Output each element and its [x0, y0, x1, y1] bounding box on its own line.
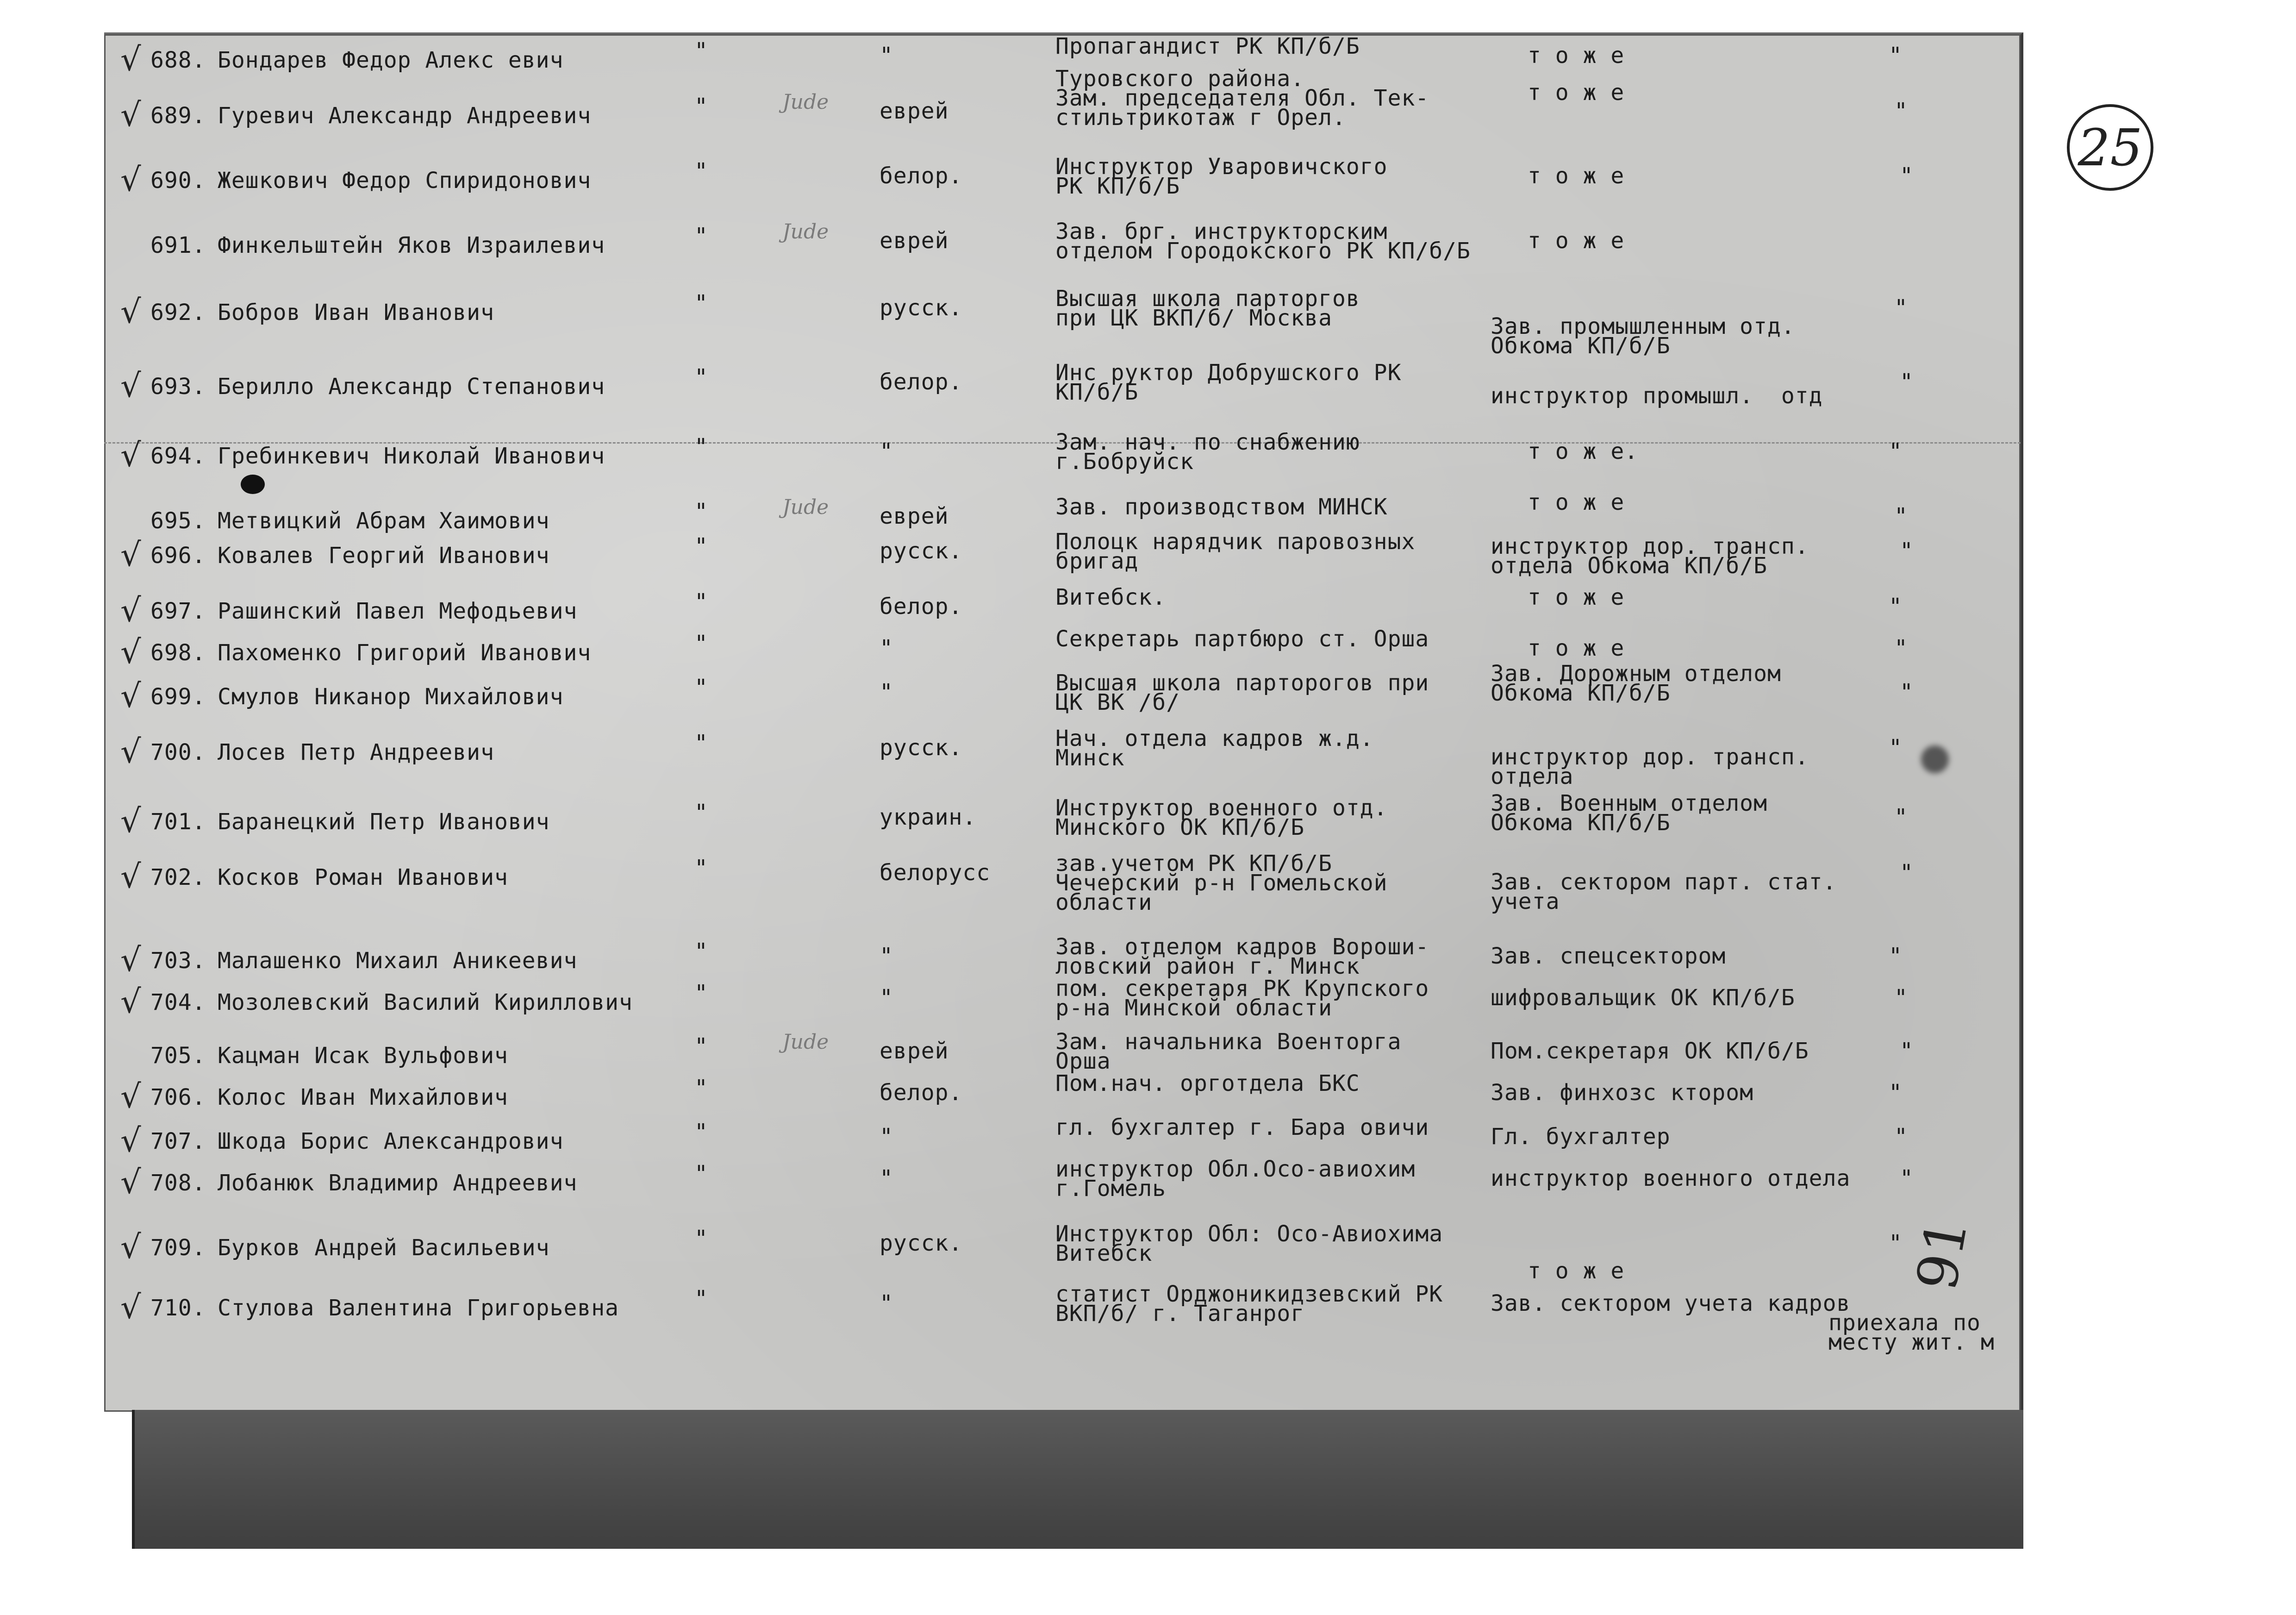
new-position: Зав. спецсектором — [1491, 943, 1726, 969]
previous-position: Инструктор военного отд. — [1055, 795, 1388, 821]
new-position: инструктор промышл. отд — [1491, 383, 1823, 409]
person-name: Кацман Исак Вульфович — [218, 1043, 508, 1069]
check-mark: √ — [120, 858, 141, 895]
nationality: еврей — [880, 1038, 949, 1064]
person-name: Шкода Борис Александрович — [218, 1128, 564, 1154]
new-position: Зав. финхозс ктором — [1491, 1080, 1754, 1106]
new-position: т о ж е — [1528, 584, 1625, 610]
ditto-mark: " — [1900, 860, 1914, 886]
previous-position: Зав. брг. инструкторским — [1055, 219, 1388, 244]
entry-number: 706. — [150, 1084, 206, 1110]
ditto-mark: " — [694, 631, 708, 657]
handwritten-note: Jude — [782, 1030, 829, 1054]
new-position: Обкома КП/б/Б — [1491, 333, 1671, 359]
previous-position: при ЦК ВКП/б/ Москва — [1055, 305, 1332, 331]
previous-position: г.Бобруйск — [1055, 449, 1194, 475]
person-name: Смулов Никанор Михайлович — [218, 684, 564, 710]
page-number-circle: 25 — [2067, 104, 2153, 191]
previous-position: зав.учетом РК КП/б/Б — [1055, 851, 1332, 876]
previous-position: Зам. начальника Военторга — [1055, 1029, 1402, 1055]
previous-position: бригад — [1055, 548, 1139, 574]
entry-number: 701. — [150, 809, 206, 835]
person-name: Косков Роман Иванович — [218, 864, 508, 890]
ditto-mark: " — [1900, 1165, 1914, 1191]
previous-position: Инс руктор Добрушского РК — [1055, 360, 1402, 386]
previous-position: области — [1055, 889, 1153, 915]
scan-backing-strip — [132, 1410, 2023, 1549]
previous-position: статист Орджоникидзевский РК — [1055, 1281, 1443, 1307]
person-name: Бондарев Федор Алекс евич — [218, 47, 564, 73]
previous-position: р-на Минской области — [1055, 995, 1332, 1021]
nationality: белор. — [880, 594, 963, 620]
check-mark: √ — [120, 293, 141, 331]
nationality: еврей — [880, 503, 949, 529]
previous-position: Зав. производством МИНСК — [1055, 494, 1388, 520]
entry-number: 689. — [150, 103, 206, 129]
ditto-mark: " — [1889, 1230, 1903, 1256]
nationality: украин. — [880, 804, 977, 830]
ditto-mark: " — [694, 1075, 708, 1101]
ditto-mark: " — [1900, 538, 1914, 564]
entry-number: 693. — [150, 374, 206, 400]
ditto-mark: " — [694, 434, 708, 460]
ditto-mark: " — [694, 290, 708, 316]
ditto-mark: " — [694, 800, 708, 826]
entry-number: 698. — [150, 640, 206, 666]
check-mark: √ — [120, 983, 141, 1020]
check-mark: √ — [120, 536, 141, 574]
new-position: т о ж е — [1528, 635, 1625, 661]
check-mark: √ — [120, 96, 141, 134]
ink-blot — [241, 475, 265, 494]
previous-position: г.Гомель — [1055, 1176, 1167, 1202]
ditto-mark: " — [694, 1161, 708, 1187]
previous-position: ловский район г. Минск — [1055, 953, 1360, 979]
new-position: учета — [1491, 889, 1560, 914]
previous-position: гл. бухгалтер г. Бара овичи — [1055, 1114, 1429, 1140]
new-position: шифровальщик ОК КП/б/Б — [1491, 985, 1795, 1011]
handwritten-note: Jude — [782, 220, 829, 244]
check-mark: √ — [120, 677, 141, 715]
check-mark: √ — [120, 436, 141, 474]
check-mark: √ — [120, 633, 141, 671]
nationality: русск. — [880, 295, 963, 321]
entry-number: 703. — [150, 948, 206, 974]
new-position: Зав. Дорожным отделом — [1491, 661, 1781, 687]
previous-position: Пропагандист РК КП/б/Б — [1055, 33, 1360, 59]
entry-number: 692. — [150, 300, 206, 326]
person-name: Пахоменко Григорий Иванович — [218, 640, 592, 666]
person-name: Бурков Андрей Васильевич — [218, 1235, 550, 1261]
entry-number: 699. — [150, 684, 206, 710]
ditto-mark: " — [1894, 295, 1908, 321]
new-position: инструктор военного отдела — [1491, 1165, 1851, 1191]
check-mark: √ — [120, 1077, 141, 1115]
previous-position: Витебск — [1055, 1240, 1153, 1266]
new-position: т о ж е — [1528, 228, 1625, 254]
entry-number: 710. — [150, 1295, 206, 1321]
new-position: т о ж е — [1528, 489, 1625, 515]
entry-number: 705. — [150, 1043, 206, 1069]
check-mark: √ — [120, 161, 141, 199]
ditto-mark: " — [1889, 594, 1903, 620]
new-position: отдела Обкома КП/б/Б — [1491, 553, 1767, 579]
ditto-mark: " — [1889, 438, 1903, 464]
new-position: т о ж е — [1528, 1258, 1625, 1284]
previous-position: КП/б/Б — [1055, 379, 1139, 405]
new-position: Обкома КП/б/Б — [1491, 680, 1671, 706]
previous-position: ЦК ВК /б/ — [1055, 689, 1180, 715]
nationality: " — [880, 1124, 893, 1150]
ditto-mark: " — [1894, 985, 1908, 1011]
previous-position: Витебск. — [1055, 584, 1167, 610]
check-mark: √ — [120, 1288, 141, 1326]
ditto-mark: " — [694, 94, 708, 119]
ditto-mark: " — [1894, 804, 1908, 830]
ditto-mark: " — [694, 855, 708, 881]
entry-number: 709. — [150, 1235, 206, 1261]
ditto-mark: " — [1900, 163, 1914, 189]
new-position: т о ж е — [1528, 43, 1625, 69]
ditto-mark: " — [1900, 369, 1914, 395]
ditto-mark: " — [694, 1033, 708, 1059]
entry-number: 702. — [150, 864, 206, 890]
previous-position: Зам. председателя Обл. Тек- — [1055, 85, 1429, 111]
check-mark: √ — [120, 367, 141, 405]
ditto-mark: " — [1900, 1038, 1914, 1064]
person-name: Баранецкий Петр Иванович — [218, 809, 550, 835]
entry-number: 697. — [150, 598, 206, 624]
nationality: " — [880, 438, 893, 464]
previous-position: Чечерский р-н Гомельской — [1055, 870, 1388, 896]
check-mark: √ — [120, 591, 141, 629]
previous-position: РК КП/б/Б — [1055, 173, 1180, 199]
person-name: Финкельштейн Яков Израилевич — [218, 232, 605, 258]
ditto-mark: " — [694, 1226, 708, 1252]
ditto-mark: " — [1889, 1080, 1903, 1106]
check-mark: √ — [120, 732, 141, 770]
ditto-mark: " — [1894, 635, 1908, 661]
ditto-mark: " — [1894, 503, 1908, 529]
new-position: Зав. сектором учета кадров — [1491, 1290, 1851, 1316]
ditto-mark: " — [694, 1119, 708, 1145]
nationality: еврей — [880, 228, 949, 254]
new-position: инструктор дор. трансп. — [1491, 744, 1809, 770]
nationality: русск. — [880, 1230, 963, 1256]
nationality: еврей — [880, 98, 949, 124]
previous-position: стильтрикотаж г Орел. — [1055, 105, 1346, 131]
ditto-mark: " — [1889, 43, 1903, 69]
previous-position: Пом.нач. орготдела БКС — [1055, 1070, 1360, 1096]
check-mark: √ — [120, 1121, 141, 1159]
person-name: Малашенко Михаил Аникеевич — [218, 948, 578, 974]
person-name: Ковалев Георгий Иванович — [218, 543, 550, 569]
new-position: Гл. бухгалтер — [1491, 1124, 1671, 1150]
previous-position: Зам. нач. по снабжению — [1055, 429, 1360, 455]
ditto-mark: " — [694, 980, 708, 1006]
ditto-mark: " — [694, 364, 708, 390]
previous-position: Туровского района. — [1055, 66, 1305, 92]
new-position: т о ж е — [1528, 80, 1625, 106]
nationality: " — [880, 943, 893, 969]
new-position: т о ж е — [1528, 163, 1625, 189]
check-mark: √ — [120, 1163, 141, 1201]
ditto-mark: " — [694, 675, 708, 701]
check-mark: √ — [120, 1228, 141, 1266]
ditto-mark: " — [694, 730, 708, 756]
person-name: Жешкович Федор Спиридонович — [218, 168, 592, 194]
nationality: " — [880, 1165, 893, 1191]
entry-number: 695. — [150, 508, 206, 534]
person-name: Рашинский Павел Мефодьевич — [218, 598, 578, 624]
person-name: Колос Иван Михайлович — [218, 1084, 508, 1110]
new-position: Пом.секретаря ОК КП/б/Б — [1491, 1038, 1809, 1064]
ditto-mark: " — [1889, 735, 1903, 761]
person-name: Берилло Александр Степанович — [218, 374, 605, 400]
check-mark: √ — [120, 941, 141, 979]
person-name: Лобанюк Владимир Андреевич — [218, 1170, 578, 1196]
previous-position: Орша — [1055, 1048, 1111, 1074]
nationality: белор. — [880, 163, 963, 189]
ditto-mark: " — [694, 1286, 708, 1312]
previous-position: пом. секретаря РК Крупского — [1055, 976, 1429, 1002]
nationality: белор. — [880, 369, 963, 395]
previous-position: ВКП/б/ г. Таганрог — [1055, 1301, 1305, 1327]
check-mark: √ — [120, 802, 141, 840]
entry-number: 691. — [150, 232, 206, 258]
ditto-mark: " — [1894, 1124, 1908, 1150]
new-position: Обкома КП/б/Б — [1491, 810, 1671, 836]
new-position: Зав. промышленным отд. — [1491, 313, 1795, 339]
previous-position: инструктор Обл.Осо-авиохим — [1055, 1156, 1416, 1182]
entry-number: 694. — [150, 443, 206, 469]
nationality: " — [880, 1290, 893, 1316]
corner-mark: 91 — [1904, 1214, 1981, 1295]
person-name: Гребинкевич Николай Иванович — [218, 443, 605, 469]
nationality: русск. — [880, 735, 963, 761]
nationality: " — [880, 679, 893, 705]
ditto-mark: " — [694, 223, 708, 249]
previous-position: Высшая школа парторгов — [1055, 286, 1360, 312]
ditto-mark: " — [694, 158, 708, 184]
person-name: Мозолевский Василий Кириллович — [218, 989, 633, 1015]
ditto-mark: " — [694, 499, 708, 525]
ink-blot — [1921, 745, 1949, 773]
handwritten-note: Jude — [782, 495, 829, 519]
new-position: отдела — [1491, 764, 1574, 789]
nationality: белорусс — [880, 860, 991, 886]
person-name: Стулова Валентина Григорьевна — [218, 1295, 619, 1321]
previous-position: Секретарь партбюро ст. Орша — [1055, 626, 1429, 652]
nationality: " — [880, 43, 893, 69]
nationality: " — [880, 985, 893, 1011]
ditto-mark: " — [694, 38, 708, 64]
ditto-mark: " — [1894, 98, 1908, 124]
previous-position: Инструктор Обл: Осо-Авиохима — [1055, 1221, 1443, 1247]
ditto-mark: " — [1900, 679, 1914, 705]
ditto-mark: " — [694, 589, 708, 615]
entry-number: 708. — [150, 1170, 206, 1196]
entry-number: 688. — [150, 47, 206, 73]
new-position: месту жит. м — [1828, 1329, 1995, 1355]
nationality: белор. — [880, 1080, 963, 1106]
ditto-mark: " — [694, 533, 708, 559]
entry-number: 696. — [150, 543, 206, 569]
previous-position: Зав. отделом кадров Вороши- — [1055, 934, 1429, 960]
person-name: Лосев Петр Андреевич — [218, 739, 494, 765]
person-name: Метвицкий Абрам Хаимович — [218, 508, 550, 534]
previous-position: Минск — [1055, 745, 1125, 771]
person-name: Бобров Иван Иванович — [218, 300, 494, 326]
ditto-mark: " — [1889, 943, 1903, 969]
nationality: русск. — [880, 538, 963, 564]
previous-position: Минского ОК КП/б/Б — [1055, 814, 1305, 840]
previous-position: Полоцк нарядчик паровозных — [1055, 529, 1416, 555]
new-position: Зав. сектором парт. стат. — [1491, 869, 1837, 895]
entry-number: 690. — [150, 168, 206, 194]
nationality: " — [880, 635, 893, 661]
previous-position: отделом Городокского РК КП/б/Б — [1055, 238, 1471, 264]
ditto-mark: " — [694, 939, 708, 964]
new-position: инструктор дор. трансп. — [1491, 533, 1809, 559]
new-position: Зав. Военным отделом — [1491, 790, 1767, 816]
previous-position: Нач. отдела кадров ж.д. — [1055, 726, 1374, 751]
handwritten-note: Jude — [782, 90, 829, 114]
new-position: т о ж е. — [1528, 438, 1639, 464]
person-name: Гуревич Александр Андреевич — [218, 103, 592, 129]
new-position: приехала по — [1828, 1310, 1981, 1336]
previous-position: Инструктор Уваровичского — [1055, 154, 1388, 180]
entry-number: 704. — [150, 989, 206, 1015]
entry-number: 700. — [150, 739, 206, 765]
entry-number: 707. — [150, 1128, 206, 1154]
check-mark: √ — [120, 40, 141, 78]
previous-position: Высшая школа парторогов при — [1055, 670, 1429, 696]
